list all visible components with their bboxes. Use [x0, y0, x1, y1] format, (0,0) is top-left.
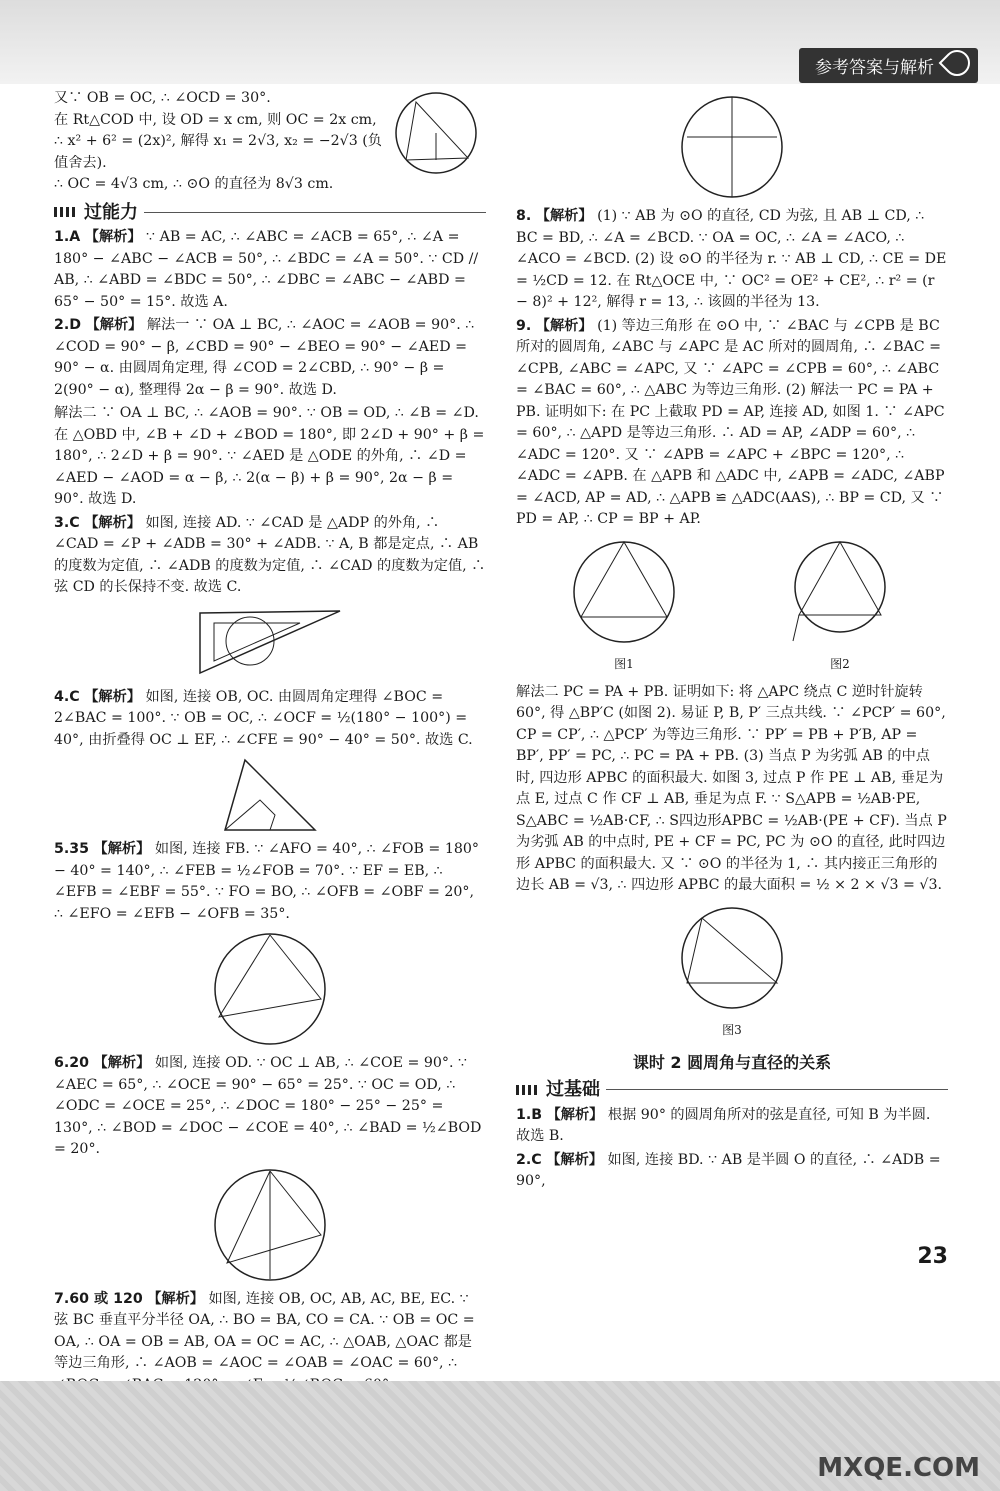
circle-figure-9-3 [677, 903, 787, 1013]
right-column [516, 88, 948, 1193]
intro-text [54, 88, 386, 196]
answer-item: 5.35 【解析】 如图, 连接 FB. ∵ ∠AFO = 40°, ∴ ∠FOB = 180° − 40° = 140°, ∴ ∠FEB = ½∠FOB = 70°. ∵ EF = EB, ∴ ∠EFB = ∠EBF = 55°. ∵ FO = BO, ∴ ∠OFB = ∠OBF = 20°, ∴ ∠EFO = ∠EFB − ∠OFB = 35°. [54, 841, 480, 922]
figure-3: 图3 [516, 903, 948, 1042]
circle-figure-8 [667, 92, 797, 202]
answer-item: 1.A 【解析】 ∵ AB = AC, ∴ ∠ABC = ∠ACB = 65°, ∴ ∠A = 180° − ∠ABC − ∠ACB = 50°, ∴ ∠BDC = ∠A = 50°. ∵ CD // AB, ∴ ∠ABD = ∠BDC = 50°, ∴ ∠DBC = ∠ABC − ∠ABD = 65° − 50° = 15°. 故选 A. [54, 229, 479, 310]
watermark-text: MXQE.COM [817, 1453, 980, 1483]
circle-figure-9-1 [569, 537, 679, 647]
figure-2: 图2 [785, 537, 895, 676]
section-mark-icon [516, 1085, 540, 1095]
answer-item: 解法二 ∵ OA ⊥ BC, ∴ ∠AOB = 90°. ∵ OB = OD, ∴ ∠B = ∠D. 在 △OBD 中, ∠B + ∠D + ∠BOD = 180°, 即 2∠D + 90° + β = 180°, ∴ 2∠D + β = 90°. ∵ ∠AED 是 △ODE 的外角, ∴ ∠D = ∠AED − ∠AOD = α − β, ∴ 2(α − β) + β = 90°, 2α − β = 90°. 故选 D. [54, 405, 485, 507]
left-column [54, 88, 486, 1396]
answer-item: 2.D 【解析】 解法一 ∵ OA ⊥ BC, ∴ ∠AOC = ∠AOB = 90°. ∴ ∠COD = 90° − β, ∠CBD = 90° − ∠BEO = 90° − ∠AED = 90° − α. 由圆周角定理, 得 ∠COD = 2∠CBD, ∴ 90° − β = 2(90° − α), 整理得 2α − β = 90°. 故选 D. [54, 317, 475, 398]
figures-row [516, 537, 948, 676]
figure-1: 图1 [569, 537, 679, 676]
answer-item: 3.C 【解析】 如图, 连接 AD. ∵ ∠CAD 是 △ADP 的外角, ∴ ∠CAD = ∠P + ∠ADB = 30° + ∠ADB. ∵ A, B 都是定点, ∴ AB 的度数为定值, ∴ ∠ADB 的度数为定值, ∴ ∠CAD 的度数为定值, ∴ 弦 CD 的长保持不变. 故选 C. [54, 514, 486, 595]
circle-figure-5 [205, 929, 335, 1049]
answer-item: 6.20 【解析】 如图, 连接 OD. ∵ OC ⊥ AB, ∴ ∠COE = 90°. ∵ ∠AEC = 65°, ∴ ∠OCE = 90° − 65° = 25°. ∵ OC = OD, ∴ ∠ODC = ∠OCE = 25°, ∴ ∠DOC = 180° − 25° − 25° = 130°, ∴ ∠BOD = ∠DOC − ∠COE = 40°, ∴ ∠BAD = ½∠BOD = 20°. [54, 1055, 482, 1157]
lesson-title: 课时 2 圆周角与直径的关系 [632, 1052, 832, 1072]
header-title: 参考答案与解析 [799, 48, 978, 83]
answer-item: 1.B 【解析】 根据 90° 的圆周角所对的弦是直径, 可知 B 为半圆. 故选 B. [516, 1106, 931, 1144]
section-mark-icon [54, 207, 78, 217]
circle-figure-intro [386, 88, 486, 178]
answer-item: 9. 【解析】 (1) 等边三角形 在 ⊙O 中, ∵ ∠BAC 与 ∠CPB 是 BC 所对的圆周角, ∠ABC 与 ∠APC 是 AC 所对的圆周角, ∴ ∠BAC = ∠CPB, ∠ABC = ∠APC, 又 ∵ ∠APC = ∠CPB = 60°, ∴ ∠ABC = ∠BAC = 60°, ∴ △ABC 为等边三角形. (2) 解法一 PC = PA + PB. 证明如下: 在 PC 上截取 PD = AP, 连接 AD, 如图 1. ∵ ∠APC = 60°, ∴ △APD 是等边三角形. ∴ AD = AP, ∠ADP = 60°, ∴ ∠ADC = 120°. 又 ∵ ∠APB = ∠APC + ∠BPC = 120°, ∴ ∠ADC = ∠APB. 在 △APB 和 △ADC 中, ∠APB = ∠ADC, ∠ABP = ∠ACD, AP = AD, ∴ △APB ≌ △ADC(AAS), ∴ BP = CD, 又 ∵ PD = AP, ∴ CP = BP + AP. [516, 317, 945, 527]
intro-line: ∴ OC = 4√3 cm, ∴ ⊙O 的直径为 8√3 cm. [54, 176, 334, 192]
answer-item: 8. 【解析】 (1) ∵ AB 为 ⊙O 的直径, CD 为弦, 且 AB ⊥ CD, ∴ BC = BD, ∴ ∠A = ∠BCD. ∵ OA = OC, ∴ ∠A = ∠ACO, ∴ ∠ACO = ∠BCD. (2) 设 ⊙O 的半径为 r. ∵ AB ⊥ CD, ∴ CE = DE = ½CD = 12. 在 Rt△OCE 中, ∵ OC² = OE² + CE², ∴ r² = (r − 8)² + 12², 解得 r = 13, ∴ 该圆的半径为 13. [516, 208, 947, 310]
intro-block [54, 88, 486, 196]
answer-item: 7.60 或 120 【解析】 如图, 连接 OB, OC, AB, AC, BE, EC. ∵ 弦 BC 垂直平分半径 OA, ∴ BO = BA, CO = CA. ∵ OB = OC = OA, ∴ OA = OB = AB, OA = OC = AC, ∴ △OAB, △OAC 都是等边三角形, ∴ ∠AOB = ∠AOC = ∠OAB = ∠OAC = 60°, ∴ [54, 1290, 475, 1371]
intro-line: ∴ x² + 6² = (2x)², 解得 x₁ = 2√3, x₂ = −2√3 (负值舍去). [54, 133, 382, 171]
page-number: 23 [917, 1244, 948, 1269]
section-title-guojichu: 过基础 [516, 1079, 948, 1101]
section-title-guonengli: 过能力 [54, 202, 486, 224]
answer-item: 4.C 【解析】 如图, 连接 OB, OC. 由圆周角定理得 ∠BOC = 2∠BAC = 100°. ∵ OB = OC, ∴ ∠OCF = ½(180° − 100°) = 40°, 由折叠得 OC ⊥ EF, ∴ ∠CFE = 90° − 40° = 50°. 故选 C. [54, 688, 473, 748]
intro-line: 在 Rt△COD 中, 设 OD = x cm, 则 OC = 2x cm, [54, 111, 377, 128]
answer-item: 2.C 【解析】 如图, 连接 BD. ∵ AB 是半圆 O 的直径, ∴ ∠ADB = 90°, [516, 1151, 941, 1189]
circle-figure-6 [205, 1165, 335, 1285]
fold-triangle-figure [215, 755, 325, 835]
circle-figure-9-2 [785, 537, 895, 647]
triangle-ruler-figure [180, 603, 360, 683]
intro-line: 又∵ OB = OC, ∴ ∠OCD = 30°. [54, 90, 271, 106]
method2-text: 解法二 PC = PA + PB. 证明如下: 将 △APC 绕点 C 逆时针旋转 60°, 得 △BP′C (如图 2). 易证 P, B, P′ 三点共线. ∵ ∠PCP′ = 60°, CP = CP′, ∴ △PCP′ 为等边三角形. ∵ PP′ = PB + P′B, AP = BP′, PP′ = PC, ∴ PC = PA + PB. (3) 当点 P 为劣弧 AB 的中点时, 四边形 APBC 的面积最大. 如图 3, 过点 P 作 PE ⊥ AB, 垂足为点 E, 过点 C 作 CF ⊥ AB, 垂足为点 F. ∵ S△APB = ½AB·PE, S△ABC = ½AB·CF, ∴ S四边形APBC = ½AB·(PE + CF). 当点 P 为劣弧 AB 的中点时, PE + CF = PC, PC 为 ⊙O 的直径, 此时四边形 APBC 的面积最大. 又 ∵ ⊙O 的半径为 1, ∴ 其内接正三角形的边长 AB = √3, ∴ 四边形 APBC 的最大面积 = ½ × 2 × √3 = √3. [516, 683, 947, 893]
